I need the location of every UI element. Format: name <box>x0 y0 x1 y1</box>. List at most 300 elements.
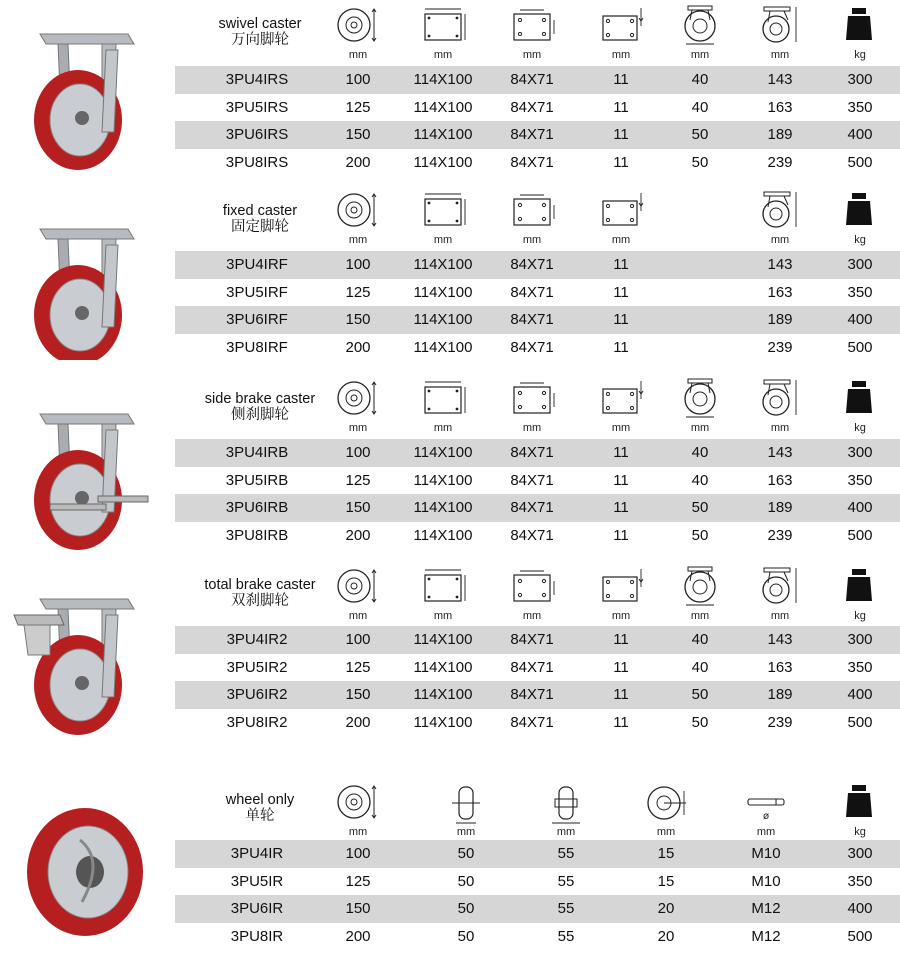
spec-value: 143 <box>767 71 793 88</box>
spec-icon-cell <box>740 4 820 61</box>
unit-label: mm <box>433 49 453 61</box>
wheel-diameter-icon <box>334 189 382 233</box>
spec-icon-cell <box>660 377 740 434</box>
table-row <box>175 626 900 654</box>
overall-height-icon <box>756 377 804 421</box>
table-row <box>175 334 900 362</box>
spec-value: 125 <box>345 283 371 301</box>
table-row <box>175 923 900 951</box>
spec-value: 55 <box>557 927 575 945</box>
spec-value: 114X100 <box>413 444 473 461</box>
spec-value: 84X71 <box>510 153 554 171</box>
wheel-only-photo-drawing <box>10 800 160 940</box>
overall-height-icon <box>756 4 804 48</box>
table-row <box>175 149 900 177</box>
spec-value: 350 <box>847 872 873 890</box>
spec-value: 11 <box>613 126 629 143</box>
axle-bolt-icon <box>742 781 790 825</box>
section-title-cn: 固定脚轮 <box>231 219 289 235</box>
section-title-en: swivel caster <box>218 16 302 32</box>
table-row <box>175 895 900 923</box>
spec-value: 40 <box>691 471 709 489</box>
spec-value: 84X71 <box>510 444 554 461</box>
spec-table <box>175 840 900 950</box>
spec-value: 239 <box>767 338 793 356</box>
spec-value: 125 <box>345 471 371 489</box>
spec-icon-cell <box>318 781 398 838</box>
spec-value: 150 <box>345 499 371 516</box>
spec-value: 114X100 <box>413 499 473 516</box>
model-code: 3PU6IR <box>230 900 284 917</box>
wheel-width-icon <box>676 4 724 48</box>
section-title <box>180 16 340 48</box>
section-title-en: total brake caster <box>204 577 316 593</box>
spec-icon-cell <box>581 565 661 622</box>
spec-value: 114X100 <box>413 338 473 356</box>
spec-value: M10 <box>751 872 781 890</box>
spec-value: 84X71 <box>510 686 554 703</box>
total-brake-caster-photo-drawing <box>10 585 160 735</box>
spec-icon-cell <box>626 781 706 838</box>
spec-value: 55 <box>557 845 575 862</box>
spec-value: 143 <box>767 631 793 648</box>
spec-value: 84X71 <box>510 126 554 143</box>
swivel-caster-photo <box>10 20 160 175</box>
unit-label: mm <box>690 422 710 434</box>
wheel-only-photo <box>10 800 160 945</box>
table-row <box>175 494 900 522</box>
spec-icon-cell <box>581 377 661 434</box>
spec-value: 84X71 <box>510 256 554 273</box>
spec-value: 114X100 <box>413 526 473 544</box>
model-code: 3PU6IRS <box>225 126 289 143</box>
model-code: 3PU4IRB <box>225 444 289 461</box>
spec-value: 500 <box>847 526 873 544</box>
spec-value: 189 <box>767 499 793 516</box>
side-brake-caster-photo <box>10 400 160 560</box>
spec-value: 11 <box>613 526 629 544</box>
table-row <box>175 439 900 467</box>
spec-icon-cell <box>740 565 820 622</box>
wheel-diameter-icon <box>334 377 382 421</box>
unit-label: mm <box>433 610 453 622</box>
bolt-hole-diameter-icon <box>597 189 645 233</box>
total-brake-caster-photo <box>10 585 160 740</box>
spec-value: 40 <box>691 658 709 676</box>
unit-label: mm <box>522 49 542 61</box>
spec-value: 125 <box>345 872 371 890</box>
spec-value: 150 <box>345 686 371 703</box>
spec-value: 350 <box>847 98 873 116</box>
spec-value: 55 <box>557 900 575 917</box>
spec-value: 11 <box>613 256 629 273</box>
spec-value: 114X100 <box>413 471 473 489</box>
spec-value: 11 <box>613 631 629 648</box>
model-code: 3PU5IRB <box>225 471 289 489</box>
spec-value: 50 <box>691 499 709 516</box>
load-weight-icon <box>836 565 884 609</box>
spec-value: 125 <box>345 658 371 676</box>
tread-width-icon <box>442 781 490 825</box>
spec-value: 15 <box>657 872 675 890</box>
section-title <box>180 391 340 423</box>
model-code: 3PU8IR2 <box>226 713 288 731</box>
spec-value: 200 <box>345 338 371 356</box>
bolt-hole-diameter-icon <box>597 4 645 48</box>
unit-label: mm <box>611 422 631 434</box>
model-code: 3PU5IRF <box>226 283 288 301</box>
spec-value: 50 <box>691 713 709 731</box>
spec-value: 20 <box>657 900 675 917</box>
spec-icon-cell <box>403 565 483 622</box>
model-code: 3PU5IRS <box>225 98 289 116</box>
spec-icon-cell <box>492 565 572 622</box>
section-sidebrake <box>0 371 900 561</box>
table-row <box>175 681 900 709</box>
unit-label: mm <box>756 826 776 838</box>
spec-value: 200 <box>345 526 371 544</box>
load-weight-icon <box>836 189 884 233</box>
bolt-hole-diameter-icon <box>597 565 645 609</box>
spec-value: 150 <box>345 126 371 143</box>
spec-icon-cell <box>581 189 661 246</box>
spec-value: 300 <box>847 71 873 88</box>
unit-label: mm <box>522 610 542 622</box>
model-code: 3PU8IRB <box>225 526 289 544</box>
table-row <box>175 66 900 94</box>
spec-table <box>175 66 900 176</box>
spec-icon-cell <box>426 781 506 838</box>
spec-value: 150 <box>345 900 371 917</box>
unit-label: mm <box>456 826 476 838</box>
unit-label: mm <box>433 422 453 434</box>
spec-table <box>175 439 900 549</box>
fixed-caster-photo <box>10 215 160 365</box>
spec-icon-cell <box>318 377 398 434</box>
section-fixed <box>0 185 900 375</box>
wheel-width-icon <box>676 377 724 421</box>
unit-label: mm <box>690 49 710 61</box>
spec-value: 40 <box>691 71 709 88</box>
model-code: 3PU5IR <box>230 872 284 890</box>
spec-icon-cell <box>660 4 740 61</box>
load-weight-icon <box>836 377 884 421</box>
wheel-diameter-icon <box>334 565 382 609</box>
spec-value: 50 <box>457 872 475 890</box>
spec-icon-cell <box>820 781 900 838</box>
bore-diameter-icon <box>642 781 690 825</box>
overall-height-icon <box>756 565 804 609</box>
spec-icon-cell <box>660 189 740 234</box>
spec-value: 114X100 <box>413 283 473 301</box>
spec-value: 189 <box>767 311 793 328</box>
spec-value: 50 <box>691 126 709 143</box>
spec-value: 84X71 <box>510 631 554 648</box>
spec-value: 84X71 <box>510 98 554 116</box>
spec-icon-cell <box>492 377 572 434</box>
section-title-cn: 单轮 <box>245 808 275 824</box>
spec-value: 40 <box>691 631 709 648</box>
spec-value: 11 <box>613 98 629 116</box>
spec-icon-cell <box>740 377 820 434</box>
spec-value: 163 <box>767 283 793 301</box>
table-row <box>175 279 900 307</box>
section-title-en: fixed caster <box>222 203 298 219</box>
spec-value: 50 <box>691 526 709 544</box>
spec-value: M10 <box>751 845 781 862</box>
spec-value: 50 <box>691 153 709 171</box>
spec-value: 84X71 <box>510 71 554 88</box>
spec-value: 11 <box>613 499 629 516</box>
spec-icon-cell <box>740 189 820 246</box>
swivel-caster-photo-drawing <box>10 20 160 170</box>
section-swivel <box>0 0 900 190</box>
section-title-en: wheel only <box>225 792 295 808</box>
spec-value: 125 <box>345 98 371 116</box>
spec-icon-cell <box>726 781 806 838</box>
wheel-diameter-icon <box>334 781 382 825</box>
unit-label: mm <box>348 234 368 246</box>
unit-label: mm <box>611 49 631 61</box>
model-code: 3PU6IR2 <box>226 686 288 703</box>
unit-label: mm <box>770 234 790 246</box>
spec-value: 400 <box>847 126 873 143</box>
spec-value: 400 <box>847 499 873 516</box>
hub-length-icon <box>542 781 590 825</box>
spec-value: 50 <box>457 927 475 945</box>
spec-value: 84X71 <box>510 713 554 731</box>
spec-value: 400 <box>847 311 873 328</box>
spec-value: 11 <box>613 471 629 489</box>
spec-value: M12 <box>751 927 781 945</box>
section-title-cn: 侧刹脚轮 <box>231 407 289 423</box>
unit-label: mm <box>433 234 453 246</box>
table-row <box>175 840 900 868</box>
side-brake-caster-photo-drawing <box>10 400 160 555</box>
spec-icon-cell <box>820 4 900 61</box>
spec-icon-cell <box>820 565 900 622</box>
unit-label: mm <box>348 610 368 622</box>
model-code: 3PU4IRS <box>225 71 289 88</box>
spec-icon-cell <box>318 565 398 622</box>
spec-value: 40 <box>691 98 709 116</box>
spec-value: 163 <box>767 98 793 116</box>
spec-value: 100 <box>345 631 371 648</box>
load-weight-icon <box>836 4 884 48</box>
spec-value: 11 <box>613 713 629 731</box>
section-title <box>180 203 340 235</box>
unit-label: kg <box>854 826 866 838</box>
spec-value: 84X71 <box>510 311 554 328</box>
spec-value: 500 <box>847 927 873 945</box>
spec-value: 50 <box>691 686 709 703</box>
table-row <box>175 251 900 279</box>
model-code: 3PU4IR2 <box>226 631 288 648</box>
spec-value: 15 <box>657 845 675 862</box>
spec-value: M12 <box>751 900 781 917</box>
fixed-caster-photo-drawing <box>10 215 160 360</box>
spec-value: 84X71 <box>510 658 554 676</box>
spec-value: 100 <box>345 444 371 461</box>
plate-size-icon <box>419 4 467 48</box>
unit-label: mm <box>770 49 790 61</box>
wheel-diameter-icon <box>334 4 382 48</box>
unit-label: kg <box>854 610 866 622</box>
unit-label: mm <box>690 610 710 622</box>
spec-value: 163 <box>767 471 793 489</box>
spec-table <box>175 626 900 736</box>
unit-label: mm <box>348 826 368 838</box>
bolt-hole-spacing-icon <box>508 4 556 48</box>
spec-value: 114X100 <box>413 713 473 731</box>
table-row <box>175 522 900 550</box>
table-row <box>175 306 900 334</box>
spec-icon-cell <box>492 4 572 61</box>
spec-icon-cell <box>318 189 398 246</box>
spec-value: 114X100 <box>413 658 473 676</box>
spec-value: 143 <box>767 444 793 461</box>
spec-value: 350 <box>847 283 873 301</box>
spec-value: 300 <box>847 444 873 461</box>
model-code: 3PU4IRF <box>226 256 288 273</box>
spec-value: 11 <box>613 311 629 328</box>
spec-value: 200 <box>345 713 371 731</box>
spec-icon-cell <box>403 377 483 434</box>
spec-value: 11 <box>613 658 629 676</box>
spec-value: 300 <box>847 845 873 862</box>
spec-value: 50 <box>457 845 475 862</box>
unit-label: kg <box>854 234 866 246</box>
spec-value: 189 <box>767 686 793 703</box>
spec-value: 11 <box>613 283 629 301</box>
bolt-hole-spacing-icon <box>508 377 556 421</box>
unit-label: kg <box>854 422 866 434</box>
unit-label: mm <box>556 826 576 838</box>
spec-icon-cell <box>403 4 483 61</box>
spec-value: 239 <box>767 153 793 171</box>
unit-label: mm <box>522 422 542 434</box>
bolt-hole-diameter-icon <box>597 377 645 421</box>
section-title <box>180 577 340 609</box>
section-title-cn: 万向脚轮 <box>231 32 289 48</box>
plate-size-icon <box>419 189 467 233</box>
axle-diameter-symbol: ø <box>762 811 770 822</box>
spec-icon-cell <box>403 189 483 246</box>
unit-label: mm <box>611 610 631 622</box>
spec-value: 189 <box>767 126 793 143</box>
spec-value: 114X100 <box>413 71 473 88</box>
spec-value: 350 <box>847 471 873 489</box>
table-row <box>175 467 900 495</box>
section-title-en: side brake caster <box>204 391 316 407</box>
unit-label: mm <box>522 234 542 246</box>
spec-value: 114X100 <box>413 256 473 273</box>
spec-value: 163 <box>767 658 793 676</box>
unit-label: mm <box>348 49 368 61</box>
spec-value: 150 <box>345 311 371 328</box>
spec-value: 400 <box>847 900 873 917</box>
section-totalbrake <box>0 559 900 749</box>
spec-value: 55 <box>557 872 575 890</box>
unit-label: mm <box>770 610 790 622</box>
unit-label: mm <box>770 422 790 434</box>
spec-value: 100 <box>345 71 371 88</box>
spec-value: 84X71 <box>510 499 554 516</box>
spec-value: 114X100 <box>413 631 473 648</box>
bolt-hole-spacing-icon <box>508 565 556 609</box>
spec-value: 114X100 <box>413 126 473 143</box>
spec-value: 11 <box>613 444 629 461</box>
spec-table <box>175 251 900 361</box>
section-title <box>180 792 340 824</box>
spec-icon-cell <box>820 189 900 246</box>
spec-value: 100 <box>345 256 371 273</box>
spec-value: 200 <box>345 927 371 945</box>
spec-value: 84X71 <box>510 471 554 489</box>
load-weight-icon <box>836 781 884 825</box>
model-code: 3PU8IRF <box>226 338 288 356</box>
table-row <box>175 121 900 149</box>
plate-size-icon <box>419 377 467 421</box>
spec-value: 500 <box>847 338 873 356</box>
table-row <box>175 868 900 896</box>
model-code: 3PU8IRS <box>225 153 289 171</box>
spec-value: 114X100 <box>413 98 473 116</box>
spec-value: 84X71 <box>510 283 554 301</box>
unit-label: mm <box>611 234 631 246</box>
spec-value: 400 <box>847 686 873 703</box>
spec-icon-cell <box>526 781 606 838</box>
section-title-cn: 双刹脚轮 <box>231 593 289 609</box>
table-row <box>175 654 900 682</box>
spec-value: 40 <box>691 444 709 461</box>
spec-value: 50 <box>457 900 475 917</box>
spec-icon-cell <box>820 377 900 434</box>
table-row <box>175 94 900 122</box>
spec-value: 300 <box>847 256 873 273</box>
spec-value: 11 <box>613 153 629 171</box>
unit-label: kg <box>854 49 866 61</box>
spec-value: 11 <box>613 71 629 88</box>
spec-value: 20 <box>657 927 675 945</box>
spec-icon-cell <box>492 189 572 246</box>
spec-value: 500 <box>847 153 873 171</box>
spec-value: 239 <box>767 526 793 544</box>
section-wheel <box>0 775 900 965</box>
spec-value: 200 <box>345 153 371 171</box>
wheel-width-icon <box>676 565 724 609</box>
spec-value: 143 <box>767 256 793 273</box>
spec-value: 114X100 <box>413 311 473 328</box>
spec-value: 239 <box>767 713 793 731</box>
model-code: 3PU6IRB <box>225 499 289 516</box>
model-code: 3PU5IR2 <box>226 658 288 676</box>
unit-label: mm <box>656 826 676 838</box>
spec-icon-cell <box>660 565 740 622</box>
spec-value: 350 <box>847 658 873 676</box>
model-code: 3PU6IRF <box>226 311 288 328</box>
spec-value: 84X71 <box>510 526 554 544</box>
spec-value: 84X71 <box>510 338 554 356</box>
model-code: 3PU4IR <box>230 845 284 862</box>
plate-size-icon <box>419 565 467 609</box>
spec-value: 100 <box>345 845 371 862</box>
overall-height-icon <box>756 189 804 233</box>
spec-icon-cell <box>318 4 398 61</box>
spec-value: 11 <box>613 686 629 703</box>
spec-value: 500 <box>847 713 873 731</box>
spec-value: 114X100 <box>413 686 473 703</box>
